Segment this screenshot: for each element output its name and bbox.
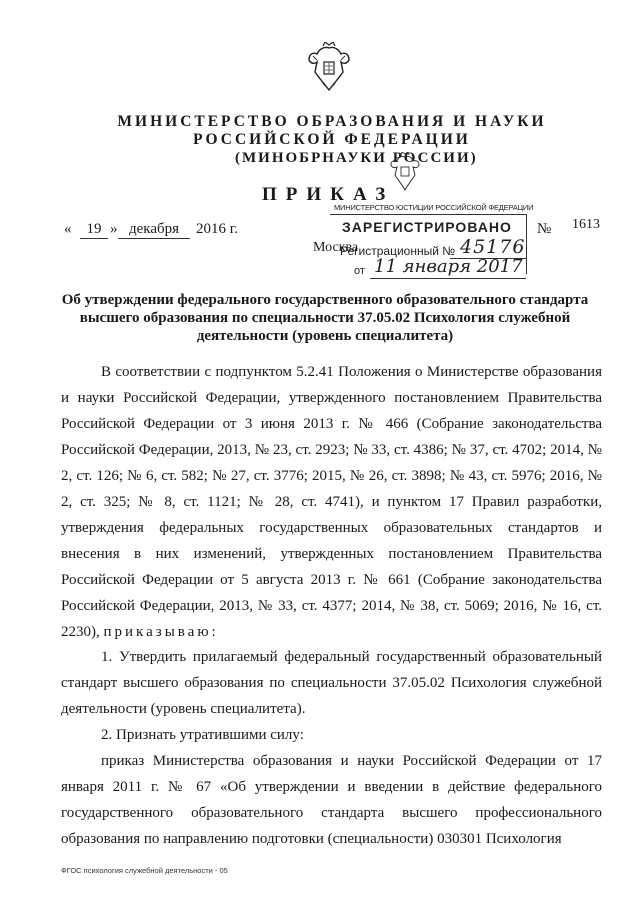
item-2-paragraph: 2. Признать утратившими силу: <box>101 727 304 743</box>
date-quote-close: » <box>110 221 118 237</box>
order-month: декабря <box>118 221 190 239</box>
stamp-organization: МИНИСТЕРСТВО ЮСТИЦИИ РОССИЙСКОЙ ФЕДЕРАЦИИ <box>334 203 534 212</box>
coat-of-arms-icon <box>388 152 422 194</box>
order-year: 2016 г. <box>196 221 238 237</box>
stamp-reg-number: 45176 <box>460 236 526 258</box>
order-day: 19 <box>80 221 108 239</box>
stamp-status: ЗАРЕГИСТРИРОВАНО <box>342 219 512 235</box>
stamp-reg-date: 11 января 2017 <box>374 256 523 277</box>
document-type-title: ПРИКАЗ <box>262 184 395 205</box>
registration-stamp <box>330 152 534 280</box>
order-number-sign: № <box>537 221 552 237</box>
stamp-reg-label: Регистрационный № <box>340 244 456 258</box>
ministry-short-name: (МИНОБРНАУКИ РОССИИ) <box>235 150 478 166</box>
document-title: Об утверждении федерального государственного образовательного стандарта высшего образования по специальности 37.05.02 Психология служебной деятельности (уровень специалитета) <box>61 292 589 344</box>
ministry-name-line2: РОССИЙСКОЙ ФЕДЕРАЦИИ <box>193 131 471 148</box>
date-quote-open: « <box>64 221 72 237</box>
stamp-rule <box>330 214 526 215</box>
order-number: 1613 <box>572 217 600 232</box>
preamble-paragraph <box>61 359 602 645</box>
stamp-date-underline <box>370 278 526 279</box>
preamble-text: В соответствии с подпунктом 5.2.41 Положения о Министерстве образования и науки Российской Федерации, утвержденного постановлением Правительства Российской Федерации от 3 июня 2013 г. № 466 (Собрание законодательства Российской Федерации, 2013, № 23, ст. 2923; № 33, ст. 4386; № 37, ст. 4702; 2014, № 2, ст. 126; № 6, ст. 582; № 27, ст. 3776; 2015, № 26, ст. 3898; № 43, ст. 5976; 2016, № 2, ст. 325; № 8, ст. 1121; № 28, ст. 4741), и пунктом 17 Правил разработки, утверждения федеральных государственных образовательных стандартов и внесения в них изменений, утвержденных постановлением Правительства Российской Федерации от 5 августа 2013 г. № 661 (Собрание законодательства Российской Федерации, 2013, № 33, ст. 4377; 2014, № 38, ст. 5069; 2016, № 16, ст. 2230), <box>61 364 602 640</box>
item-1-paragraph: 1. Утвердить прилагаемый федеральный государственный образовательный стандарт высшего образования по специальности 37.05.02 Психология служебной деятельности (уровень специалитета). <box>61 649 602 717</box>
ministry-name-line1: МИНИСТЕРСТВО ОБРАЗОВАНИЯ И НАУКИ <box>117 113 547 130</box>
stamp-from-label: от <box>354 265 365 277</box>
order-word: приказываю: <box>103 624 219 640</box>
repealed-order-paragraph: приказ Министерства образования и науки Российской Федерации от 17 января 2011 г. № 67 «Об утверждении и введении в действие федерального государственного образовательного стандарта высшего профессионального образования по направлению подготовки (специальности) 030301 Психология <box>61 753 602 847</box>
stamp-border <box>526 214 527 274</box>
order-city: Москва <box>313 240 359 255</box>
coat-of-arms-icon <box>305 42 353 94</box>
page-footer: ФГОС психология служебной деятельности - 05 <box>61 866 228 875</box>
